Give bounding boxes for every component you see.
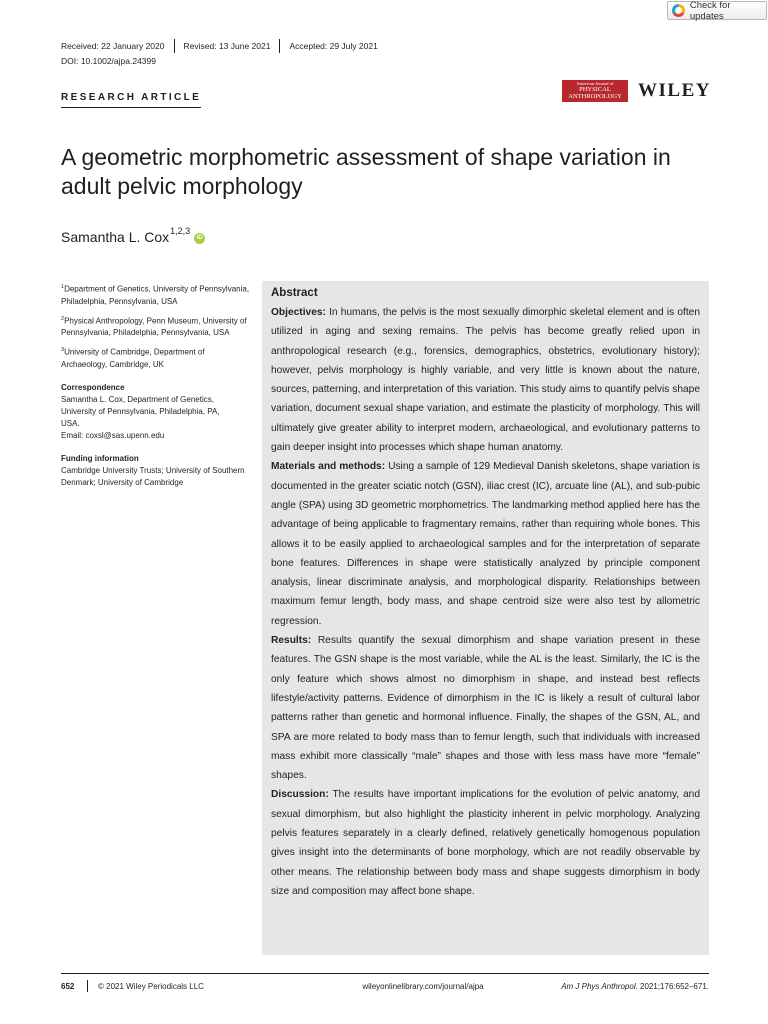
affiliation: $^3$University of Cambridge, Department of Archaeology, Cambridge, UK: [61, 347, 205, 369]
abstract-discussion: Discussion: The results have important implications for the evolution of pelvic anatomy, and sexual dimorphism, but also highlight the plasticity inherent in pelvic morphology. Analyzing pelvis features separately in a clearly defined, relatively genetically homogenous population gives insight into the determinants of bone morphology, which are not readily observable by other means. The relationship between body mass and shape suggests dimorphism in body size and composition may affect bone shape.: [271, 789, 700, 897]
correspondence-heading: Correspondence: [61, 382, 125, 392]
abstract-heading: Abstract: [271, 287, 318, 299]
doi-link[interactable]: DOI: 10.1002/ajpa.24399: [61, 56, 156, 66]
check-for-updates-label: Check for updates: [689, 0, 731, 22]
journal-logo-line1: PHYSICAL: [579, 86, 611, 93]
page-footer: [61, 980, 709, 992]
abstract-box: [262, 281, 709, 955]
correspondence-email[interactable]: Email: coxsl@sas.upenn.edu: [61, 430, 165, 440]
journal-logo: [562, 80, 628, 102]
article-dates: [61, 39, 378, 53]
abstract-results: Results: Results quantify the sexual dimorphism and shape variation present in these features. The GSN shape is the most variable, while the AL is the least. Similarly, the IC is the only feature which shows almost no dimorphism in shape, and instead best reflects lifestyle/activity patterns. Evidence of dimorphism in the IC is likely a result of cultural labor patterns rather than genetic and hormonal influence. Finally, the shapes of the GSN, AL, and SPA are more related to body mass than to femur length, such that individuals with increased mass exhibit more classically “male” shapes and those with less mass have more “female” shapes.: [271, 635, 700, 782]
correspondence-line: University of Pennsylvania, Philadelphia, PA,: [61, 406, 220, 416]
correspondence-line: USA.: [61, 418, 80, 428]
article-type-label: RESEARCH ARTICLE: [61, 92, 202, 103]
divider: [87, 980, 88, 992]
abstract-methods: Materials and methods: Using a sample of 129 Medieval Danish skeletons, shape variation is documented in the greater sciatic notch (GSN), iliac crest (IC), arcuate line (AL), and sub-pubic angle (SPA) using 3D geometric morphometrics. The landmarking method applied here has the advantage of being applicable to fragmentary remains, rather than requiring whole bones. This allows it to be easily applied to archaeological samples and for the interpretation of separate bone features. Differences in shape were statistically analyzed by principle component analysis, linear discriminate analysis, and morphological disparity. Relationships between maximum femur length, body mass, and shape centroid size were also test by allometric regression.: [271, 461, 700, 627]
affiliation: $^1$Department of Genetics, University of Pennsylvania, Philadelphia, Pennsylvania, USA: [61, 284, 250, 306]
journal-logo-line2: ANTHROPOLOGY: [568, 93, 622, 100]
footer-divider: [61, 973, 709, 974]
author-name[interactable]: Samantha L. Cox: [61, 229, 170, 245]
copyright: © 2021 Wiley Periodicals LLC: [98, 981, 204, 991]
article-title: A geometric morphometric assessment of shape variation in adult pelvic morphology: [61, 144, 671, 199]
citation: Am J Phys Anthropol. 2021;176:652–671.: [561, 981, 709, 991]
abstract-objectives: Objectives: In humans, the pelvis is the most sexually dimorphic skeletal element and is often utilized in aging and sexing remains. The pelvis has become greatly relied upon in anthropological research (e.g., forensics, demographics, obstetrics, evolutionary history); however, pelvis morphology is highly variable, and very little is known about the nature, sources, patterning, and interpretation of this variation. This study aims to quantify pelvis shape variation, document sexual shape variation, and estimate the plasticity of morphology. This will ultimately give greater ability to interpret modern, archaeological, and evolutionary patterns to gain deeper insight into processes which shape human anatomy.: [271, 307, 700, 454]
divider: [174, 39, 175, 53]
crossmark-icon: [672, 4, 685, 17]
affiliation: $^2$Physical Anthropology, Penn Museum, University of Pennsylvania, Philadelphia, Pennsylvania, USA: [61, 315, 247, 338]
page-number: 652: [61, 981, 75, 991]
author-line: [61, 226, 205, 245]
correspondence-line: Samantha L. Cox, Department of Genetics,: [61, 394, 214, 404]
author-affiliation-marks: 1,2,3: [170, 226, 191, 236]
funding-text: Cambridge University Trusts; University of Southern Denmark; University of Cambridge: [61, 465, 245, 487]
orcid-icon[interactable]: iD: [194, 233, 205, 244]
divider: [279, 39, 280, 53]
publisher-logo: WILEY: [638, 80, 711, 101]
accepted-date: Accepted: 29 July 2021: [289, 41, 378, 51]
funding-heading: Funding information: [61, 453, 139, 463]
article-type-underline: [61, 107, 201, 108]
revised-date: Revised: 13 June 2021: [183, 41, 271, 51]
journal-logo-top: American Journal of: [576, 81, 614, 86]
article-info-sidebar: [61, 281, 251, 489]
received-date: Received: 22 January 2020: [61, 41, 165, 51]
journal-website-link[interactable]: wileyonlinelibrary.com/journal/ajpa: [362, 981, 484, 991]
check-for-updates-button[interactable]: [667, 1, 767, 20]
